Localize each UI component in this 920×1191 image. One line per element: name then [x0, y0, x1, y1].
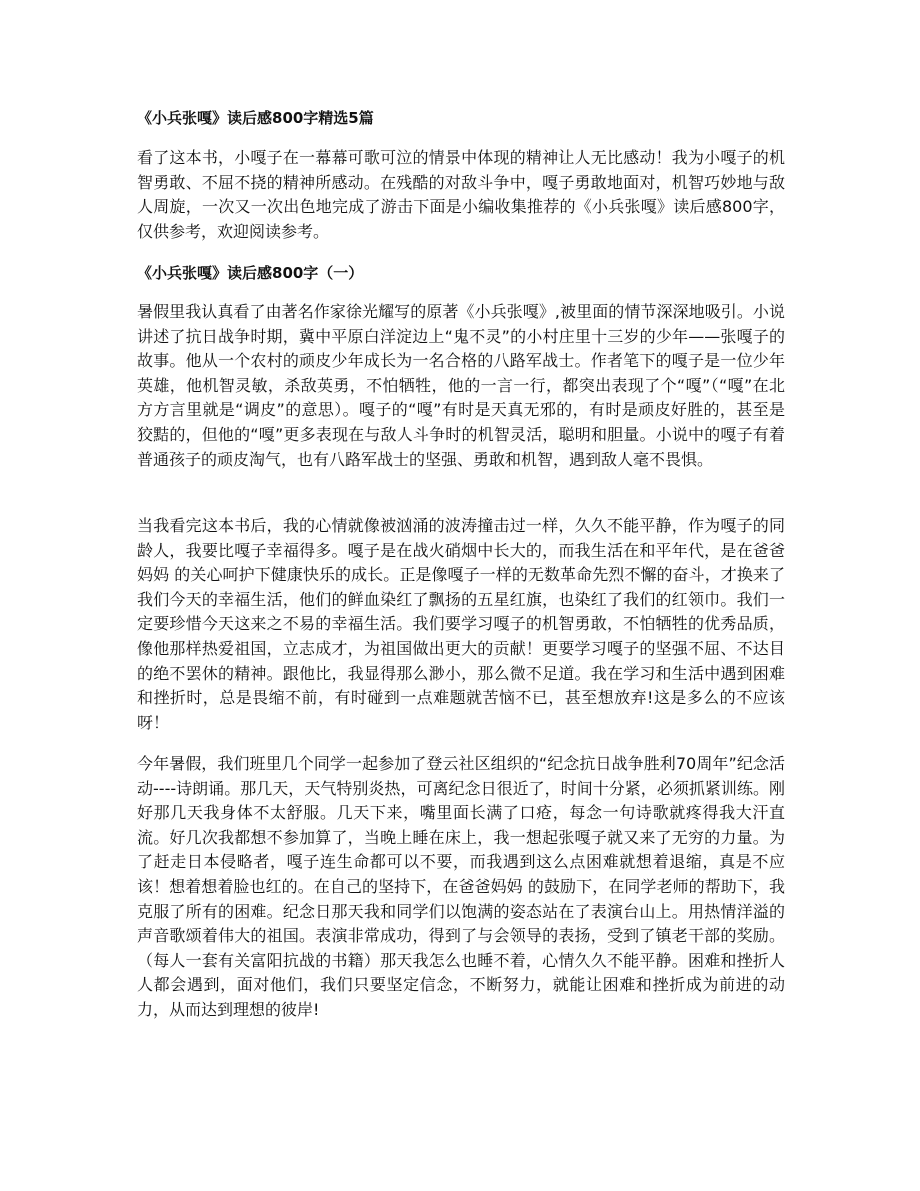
- document-title: 《小兵张嘎》读后感800字精选5篇: [137, 109, 374, 127]
- body-paragraph-1: 暑假里我认真看了由著名作家徐光耀写的原著《小兵张嘎》,被里面的情节深深地吸引。小说讲述了抗日战争时期，冀中平原白洋淀边上“鬼不灵”的小村庄里十三岁的少年——张嘎子的故事。他从一个农村的顽皮少年成长为一名合格的八路军战士。作者笔下的嘎子是一位少年英雄，他机智灵敏，杀敌英勇，不怕牺牲，他的一言一行，都突出表现了个“嘎”（“嘎”在北方方言里就是“调皮”的意思）。嘎子的“嘎”有时是天真无邪的，有时是顽皮好胜的，甚至是狡黠的，但他的“嘎”更多表现在与敌人斗争时的机智灵活，聪明和胆量。小说中的嘎子有着普通孩子的顽皮淘气，也有八路军战士的坚强、勇敢和机智，遇到敌人毫不畏惧。: [137, 302, 785, 469]
- body-paragraph-3: 今年暑假，我们班里几个同学一起参加了登云社区组织的“纪念抗日战争胜利70周年”纪念活动----诗朗诵。那几天，天气特别炎热，可离纪念日很近了，时间十分紧，必须抓紧训练。刚好那几天我身体不太舒服。几天下来，嘴里面长满了口疮，每念一句诗歌就疼得我大汗直流。好几次我都想不参加算了，当晚上睡在床上，我一想起张嘎子就又来了无穷的力量。为了赶走日本侵略者，嘎子连生命都可以不要，而我遇到这么点困难就想着退缩，真是不应该！想着想着脸也红的。在自己的坚持下，在爸爸妈妈 的鼓励下，在同学老师的帮助下，我克服了所有的困难。纪念日那天我和同学们以饱满的姿态站在了表演台山上。用热情洋溢的声音歌颂着伟大的祖国。表演非常成功，得到了与会领导的表扬，受到了镇老干部的奖励。（每人一套有关富阳抗战的书籍）那天我怎么也睡不着，心情久久不能平静。困难和挫折人人都会遇到，面对他们，我们只要坚定信念，不断努力，就能让困难和挫折成为前进的动力，从而达到理想的彼岸!: [137, 754, 785, 1019]
- section-heading: 《小兵张嘎》读后感800字（一）: [137, 264, 364, 282]
- intro-paragraph: 看了这本书，小嘎子在一幕幕可歌可泣的情景中体现的精神让人无比感动！我为小嘎子的机智勇敢、不屈不挠的精神所感动。在残酷的对敌斗争中，嘎子勇敢地面对，机智巧妙地与敌人周旋，一次又一次出色地完成了游击下面是小编收集推荐的《小兵张嘎》读后感800字，仅供参考，欢迎阅读参考。: [137, 148, 785, 241]
- body-paragraph-2: 当我看完这本书后，我的心情就像被汹涌的波涛撞击过一样，久久不能平静，作为嘎子的同龄人，我要比嘎子幸福得多。嘎子是在战火硝烟中长大的，而我生活在和平年代，是在爸爸妈妈 的关心呵护下健康快乐的成长。正是像嘎子一样的无数革命先烈不懈的奋斗，才换来了我们今天的幸福生活，他们的鲜血染红了飘扬的五星红旗，也染红了我们的红领巾。我们一定要珍惜今天这来之不易的幸福生活。我们要学习嘎子的机智勇敢，不怕牺牲的优秀品质，像他那样热爱祖国，立志成才，为祖国做出更大的贡献！更要学习嘎子的坚强不屈、不达目的绝不罢休的精神。跟他比，我显得那么渺小，那么微不足道。我在学习和生活中遇到困难和挫折时，总是畏缩不前，有时碰到一点难题就苦恼不已，甚至想放弃!这是多么的不应该呀！: [137, 516, 785, 732]
